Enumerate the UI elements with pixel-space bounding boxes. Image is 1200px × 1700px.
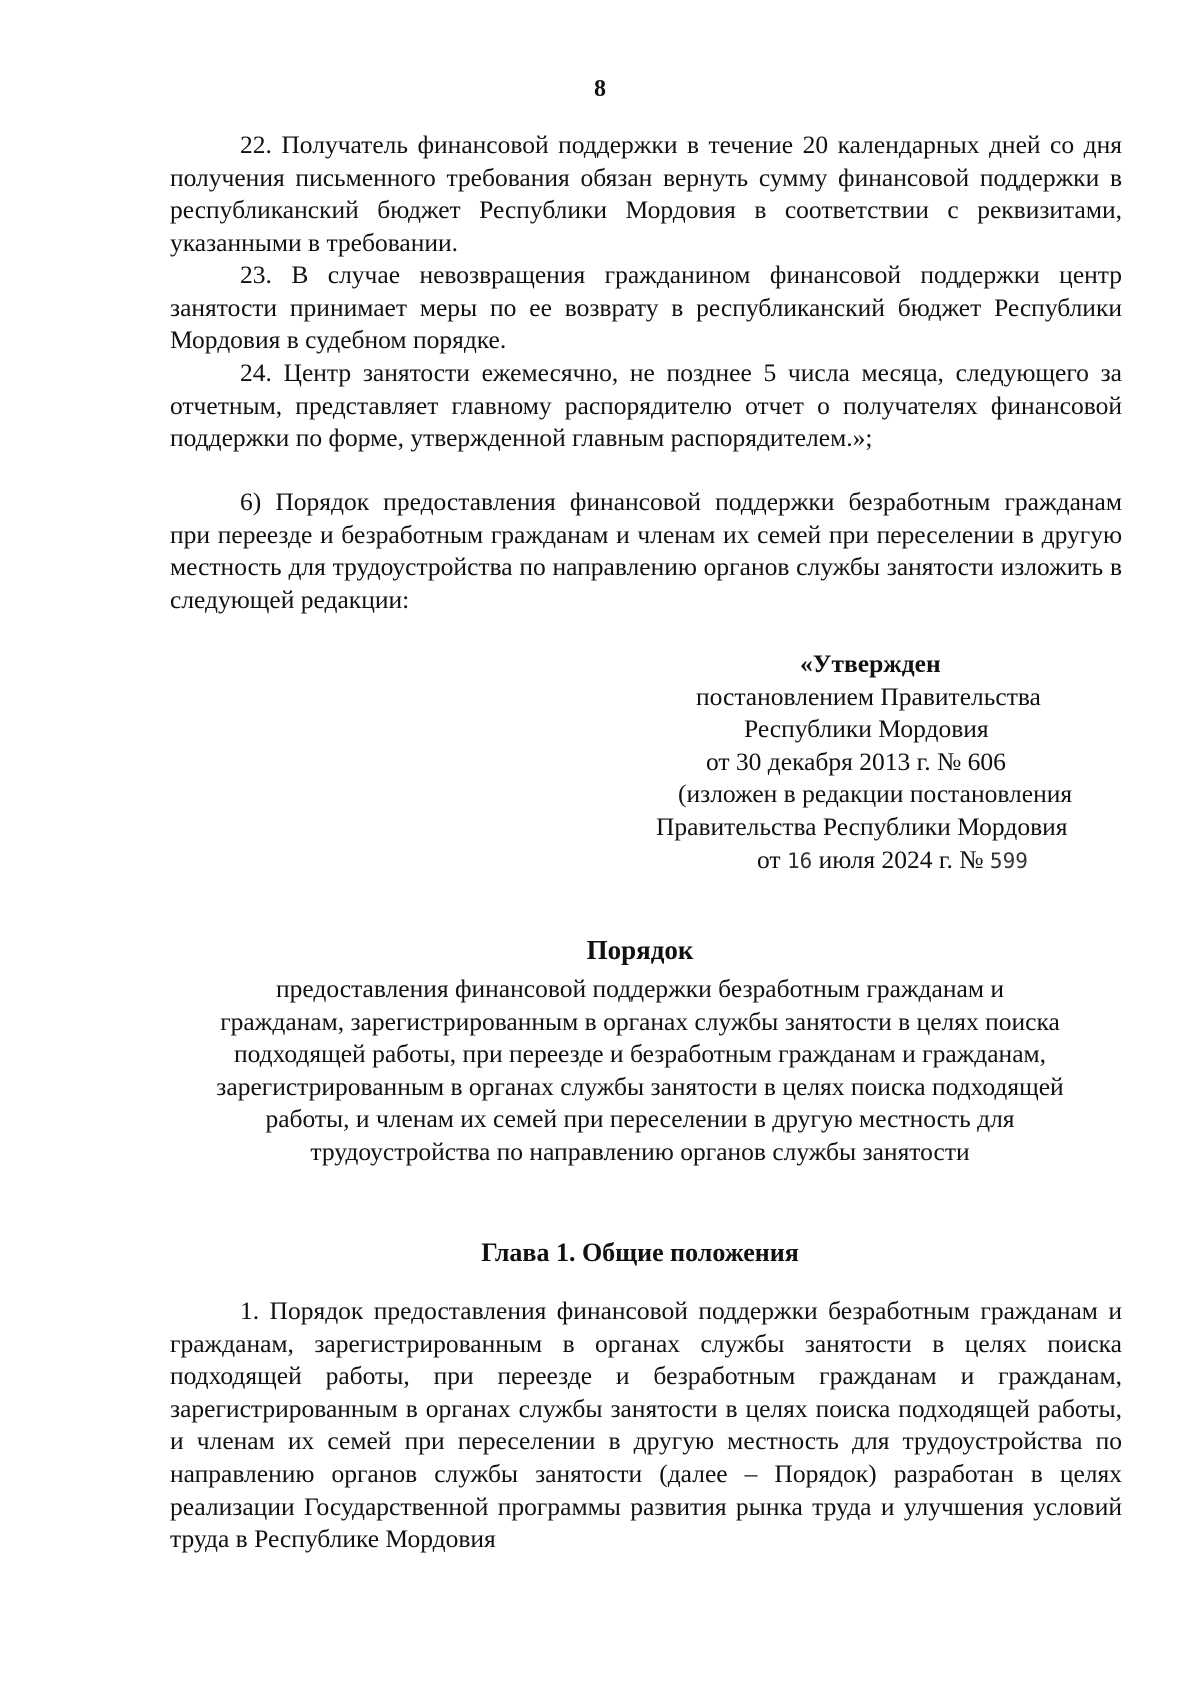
- approval-line: Республики Мордовия: [744, 714, 989, 744]
- page-number: 8: [594, 76, 606, 102]
- order-subtitle-line: подходящей работы, при переезде и безработным гражданам и гражданам,: [233, 1039, 1047, 1069]
- paragraph-item-6: 6) Порядок предоставления финансовой поддержки безработным гражданам при переезде и безработным гражданам и членам их семей при переселении в другую местность для трудоустройства по направлению органов службы занятости изложить в следующей редакции:: [170, 487, 1122, 614]
- approval-line: Правительства Республики Мордовия: [656, 811, 1068, 841]
- paragraph-23: 23. В случае невозвращения гражданином финансовой поддержки центр занятости принимает меры по ее возврату в республиканский бюджет Республики Мордовия в судебном порядке.: [170, 260, 1122, 355]
- order-title: Порядок: [586, 935, 694, 965]
- chapter-title: Глава 1. Общие положения: [481, 1238, 799, 1267]
- approval-line: (изложен в редакции постановления: [678, 779, 1073, 809]
- approval-stamp-block: [640, 648, 1130, 877]
- approval-line: постановлением Правительства: [696, 681, 1041, 711]
- approval-doc-number: 599: [989, 848, 1028, 873]
- order-subtitle-line: работы, и членам их семей при переселении в другую местность для: [265, 1104, 1015, 1134]
- paragraph-1: 1. Порядок предоставления финансовой поддержки безработным гражданам и гражданам, зарегистрированным в органах службы занятости в целях поиска подходящей работы, при переезде и безработным гражданам и гражданам, зарегистрированным в органах службы занятости в целях поиска подходящей работы, и членам их семей при переселении в другую местность для трудоустройства по направлению органов службы занятости (далее – Порядок) разработан в целях реализации Государственной программы развития рынка труда и улучшения условий труда в Республике Мордовия: [170, 1296, 1122, 1554]
- paragraph-22: 22. Получатель финансовой поддержки в течение 20 календарных дней со дня получения письменного требования обязан вернуть сумму финансовой поддержки в республиканский бюджет Республики Мордовия в соответствии с реквизитами, указанными в требовании.: [170, 130, 1122, 257]
- approval-title: «Утвержден: [800, 649, 941, 678]
- order-subtitle-line: предоставления финансовой поддержки безработным гражданам и: [276, 974, 1004, 1003]
- approval-line: от 30 декабря 2013 г. № 606: [706, 746, 1006, 776]
- approval-date-day: 16: [786, 848, 813, 873]
- paragraph-24: 24. Центр занятости ежемесячно, не позднее 5 числа месяца, следующего за отчетным, представляет главному распорядителю отчет о получателях финансовой поддержки по форме, утвержденной главным распорядителем.»;: [170, 358, 1122, 453]
- order-subtitle-line: гражданам, зарегистрированным в органах службы занятости в целях поиска: [220, 1006, 1060, 1036]
- order-subtitle-line: трудоустройства по направлению органов службы занятости: [310, 1136, 970, 1166]
- approval-date-line: [640, 844, 1130, 878]
- order-subtitle-line: зарегистрированным в органах службы занятости в целях поиска подходящей: [216, 1071, 1064, 1101]
- approval-date-middle: июля 2024 г. №: [818, 844, 984, 874]
- approval-date-prefix: от: [757, 844, 781, 874]
- order-subtitle: [170, 973, 1110, 1169]
